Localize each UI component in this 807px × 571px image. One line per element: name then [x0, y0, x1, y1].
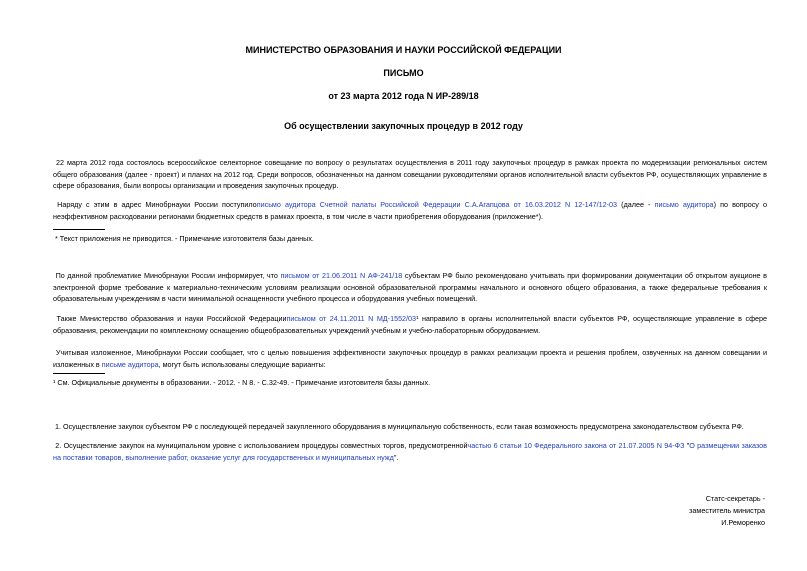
document-date-number: от 23 марта 2012 года N ИР-289/18 — [328, 91, 479, 101]
paragraph-2 — [53, 199, 767, 222]
footnote-2: ¹ См. Официальные документы в образовании. - 2012. - N 8. - С.32-49. - Примечание изготовителя базы данных. — [53, 378, 431, 387]
signature-block — [615, 493, 765, 529]
paragraph-2-text-b: (далее - — [617, 200, 655, 209]
signature-name: И.Реморенко — [721, 518, 765, 527]
auditor-letter-short-link[interactable]: письмо аудитора — [654, 200, 714, 209]
letter-md-1552-link[interactable]: письмом от 24.11.2011 N МД-1552/03 — [286, 314, 417, 323]
list-item-2 — [53, 440, 767, 463]
paragraph-2-text-c: ) по вопросу о неэффективном расходовании регионами бюджетных средств в рамках проекта, в том числе в части приобретения оборудования (приложение*). — [53, 200, 767, 221]
document-subject: Об осуществлении закупочных процедур в 2012 году — [284, 121, 523, 131]
list-item-1 — [53, 421, 767, 433]
paragraph-2-text-a: Наряду с этим в адрес Минобрнауки России поступило — [57, 200, 257, 209]
paragraph-4-text-a: Также Министерство образования и науки Российской Федерации — [56, 314, 287, 323]
federal-law-article-link[interactable]: частью 6 статьи 10 Федерального закона от 21.07.2005 N 94-ФЗ — [467, 441, 685, 450]
paragraph-5 — [53, 347, 767, 370]
paragraph-3 — [53, 270, 767, 305]
letter-af-241-link[interactable]: письмом от 21.06.2011 N АФ-241/18 — [280, 271, 403, 280]
paragraph-3-text-b: субъектам РФ было рекомендовано учитывать при формировании документации об открытом аукционе в электронной форме требование к материально-техническим условиям реализации основной образовательной программы начального и основного общего образования, а также федеральные требования к образовательным учреждениям в части минимальной оснащенности учебного процесса и оборудования учебных помещений. — [53, 271, 767, 303]
ministry-title: МИНИСТЕРСТВО ОБРАЗОВАНИЯ И НАУКИ РОССИЙСКОЙ ФЕДЕРАЦИИ — [245, 45, 562, 55]
signature-position-1: Статс-секретарь - — [705, 494, 765, 503]
paragraph-3-text-a: По данной проблематике Минобрнауки России информирует, что — [55, 271, 281, 280]
paragraph-5-text-b: , могут быть использованы следующие варианты: — [158, 359, 326, 369]
paragraph-5-text-a: Учитывая изложенное, Минобрнауки России сообщает, что с целью повышения эффективности закупочных процедур в рамках реализации проекта и решения проблем, озвученных на данном совещании и изложенных в — [53, 348, 768, 369]
list-item-2-text-c: ". — [393, 452, 399, 462]
auditor-letter-ref-link[interactable]: письме аудитора — [101, 359, 159, 369]
auditor-letter-link[interactable]: письмо аудитора Счетной палаты Российской Федерации С.А.Агапцова от 16.03.2012 N 12-147/12-03 — [256, 200, 618, 209]
paragraph-4 — [53, 313, 767, 336]
paragraph-4-text-b: ¹ направило в органы исполнительной власти субъектов РФ, осуществляющие управление в сфере образования, рекомендации по комплексному оснащению общеобразовательных учреждений учебным и учебно-лабораторным оборудованием. — [53, 314, 767, 335]
document-type: ПИСЬМО — [383, 68, 424, 78]
list-item-2-text-a: 2. Осуществление закупок на муниципальном уровне с использованием процедуры совместных торгов, предусмотренной — [55, 441, 468, 450]
paragraph-1-text: 22 марта 2012 года состоялось всероссийское селекторное совещание по вопросу о результатах осуществления в 2011 году закупочных процедур в рамках проекта по модернизации региональных систем общего образования (далее - проект) и планах на 2012 год. Среди вопросов, обозначенных на данном совещании руководителями органов исполнительной власти субъектов РФ, осуществляющих управление в сфере образования, были вопросы организации и проведения закупочных процедур. — [53, 158, 767, 190]
paragraph-1 — [53, 157, 767, 192]
list-item-2-text-b: " — [684, 441, 690, 450]
signature-position-2: заместитель министра — [689, 506, 765, 515]
footnote-1: * Текст приложения не приводится. - Примечание изготовителя базы данных. — [55, 234, 314, 243]
federal-law-title-link[interactable]: О размещении заказов на поставки товаров, выполнение работ, оказание услуг для государственных и муниципальных нужд — [53, 441, 767, 462]
list-item-1-text: 1. Осуществление закупок субъектом РФ с последующей передачей закупленного оборудования в муниципальную собственность, если такая возможность предусмотрена законодательством субъекта РФ. — [55, 422, 744, 431]
footnote-separator-2 — [53, 373, 105, 374]
footnote-separator-1 — [53, 229, 105, 230]
